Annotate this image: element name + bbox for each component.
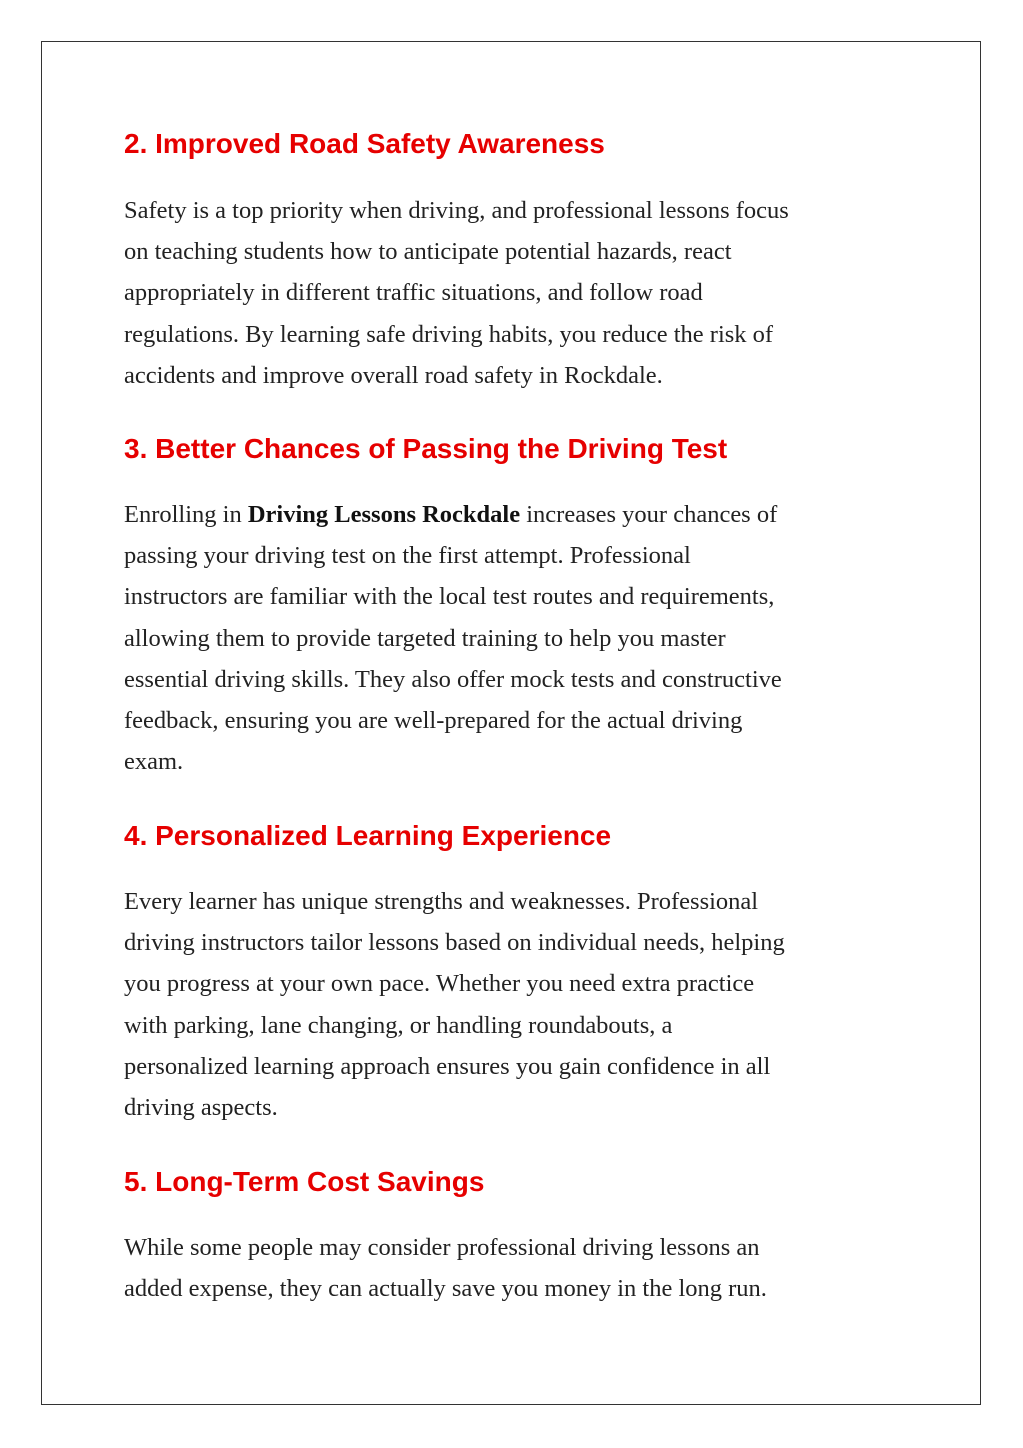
body-road-safety-awareness	[124, 190, 789, 396]
text-line: on teaching students how to anticipate potential hazards, react	[124, 238, 732, 266]
text-line: feedback, ensuring you are well-prepared for the actual driving	[124, 707, 743, 735]
text-line: added expense, they can actually save you money in the long run.	[124, 1275, 767, 1303]
heading-road-safety-awareness: 2. Improved Road Safety Awareness	[124, 128, 605, 159]
bold-keyword: Driving Lessons Rockdale	[247, 501, 521, 528]
heading-cost-savings: 5. Long-Term Cost Savings	[124, 1166, 485, 1197]
text-line: regulations. By learning safe driving habits, you reduce the risk of	[124, 320, 774, 348]
text-segment: increases your chances of	[520, 501, 778, 528]
text-line: with parking, lane changing, or handling roundabouts, a	[124, 1011, 673, 1039]
text-line: allowing them to provide targeted training to help you master	[124, 624, 726, 652]
text-line: appropriately in different traffic situations, and follow road	[124, 279, 703, 307]
text-line: While some people may consider professional driving lessons an	[124, 1234, 760, 1261]
text-line: driving aspects.	[124, 1094, 278, 1122]
heading-passing-driving-test: 3. Better Chances of Passing the Driving Test	[124, 433, 728, 464]
body-personalized-learning	[124, 881, 785, 1128]
text-line: passing your driving test on the first attempt. Professional	[124, 542, 691, 570]
text-line: essential driving skills. They also offer mock tests and constructive	[124, 665, 782, 693]
text-line: exam.	[124, 748, 184, 776]
body-passing-driving-test	[124, 494, 782, 782]
text-line: accidents and improve overall road safety in Rockdale.	[124, 361, 663, 389]
text-line: driving instructors tailor lessons based on individual needs, helping	[124, 929, 785, 957]
text-segment: Enrolling in	[124, 501, 248, 528]
text-line: instructors are familiar with the local test routes and requirements,	[124, 583, 775, 611]
body-cost-savings	[124, 1227, 767, 1309]
text-line: Every learner has unique strengths and weaknesses. Professional	[124, 888, 759, 915]
text-line	[124, 494, 782, 535]
text-line: personalized learning approach ensures you gain confidence in all	[124, 1052, 771, 1080]
text-line: you progress at your own pace. Whether you need extra practice	[124, 970, 755, 998]
text-line: Safety is a top priority when driving, and professional lessons focus	[124, 197, 789, 224]
heading-personalized-learning: 4. Personalized Learning Experience	[124, 820, 612, 851]
